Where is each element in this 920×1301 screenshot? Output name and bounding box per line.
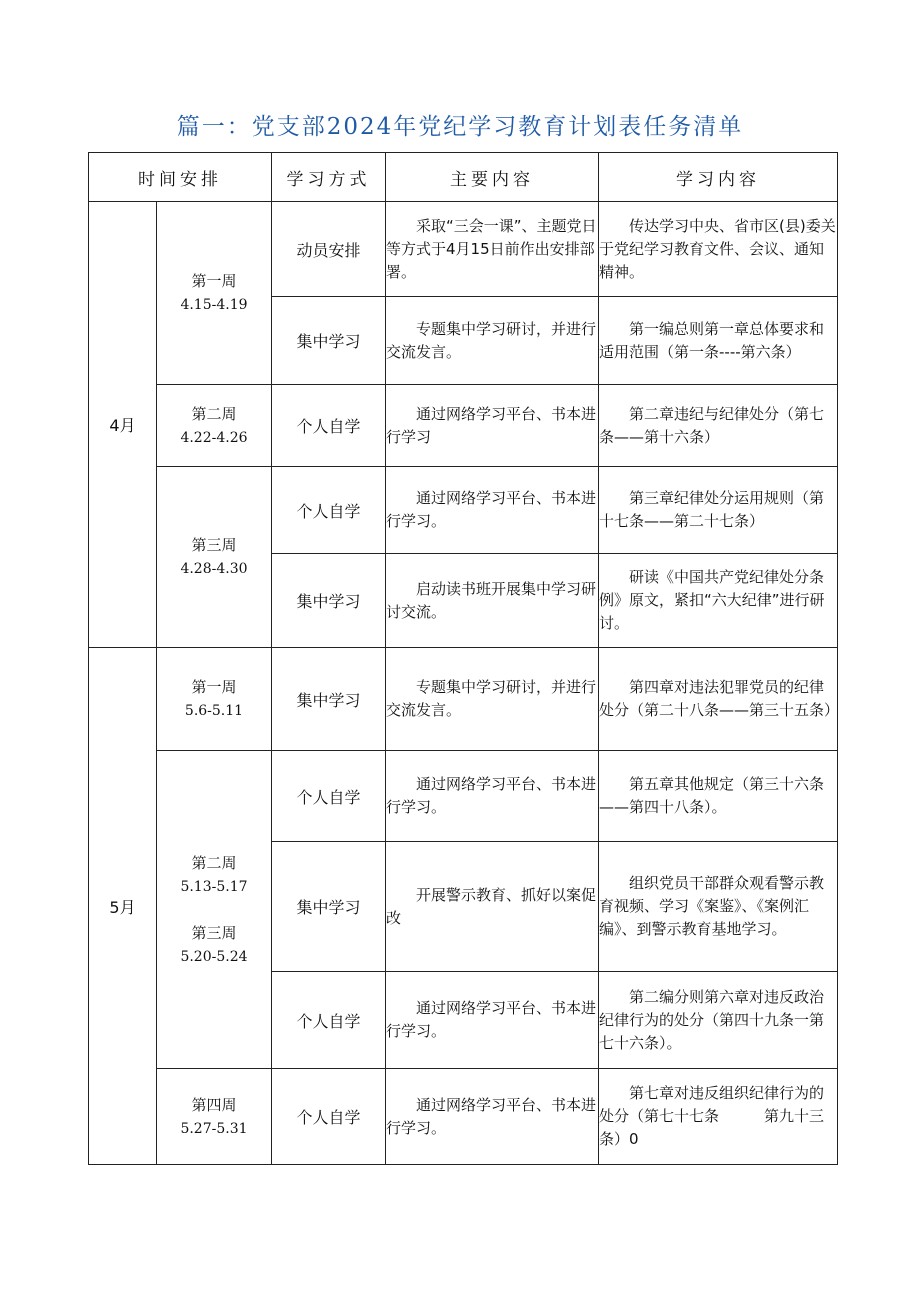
study-cell [599,385,838,467]
study-text: 第三章纪律处分运用规则（第十七条——第二十七条） [599,489,825,530]
header-row [89,153,838,202]
week-cell [157,751,272,1069]
week-dates: 5.20-5.24 [180,948,248,965]
main-cell [386,1069,599,1165]
method-cell: 个人自学 [272,467,386,554]
table-row [89,202,838,297]
study-text: 第七章对违反组织纪律行为的处分（第七十七条 第九十三条）0 [599,1084,825,1148]
study-text: 第一编总则第一章总体要求和适用范围（第一条----第六条） [599,319,825,361]
study-text: 第五章其他规定（第三十六条——第四十八条）。 [599,775,825,816]
week-name: 第二周 [191,853,237,872]
method-cell: 个人自学 [272,751,386,842]
week-dates: 5.27-5.31 [180,1120,248,1137]
method-cell: 集中学习 [272,648,386,751]
week-dates: 4.22-4.26 [180,429,248,446]
week-name: 第一周 [191,272,237,290]
table-row [89,385,838,467]
main-cell [386,648,599,751]
method-cell: 动员安排 [272,202,386,297]
method-cell: 个人自学 [272,385,386,467]
study-text: 研读《中国共产党纪律处分条例》原文，紧扣“六大纪律”进行研讨。 [599,568,825,632]
week-name: 第三周 [191,536,237,554]
study-cell [599,554,838,648]
week-name: 第四周 [191,1095,237,1114]
study-text: 传达学习中央、省市区(县)委关于党纪学习教育文件、会议、通知精神。 [599,216,836,281]
method-cell: 集中学习 [272,297,386,385]
table-row [89,467,838,554]
main-cell [386,385,599,467]
table-row [89,1069,838,1165]
week-name: 第一周 [191,678,237,696]
main-text: 启动读书班开展集中学习研讨交流。 [386,579,597,621]
week-dates: 4.28-4.30 [180,561,248,577]
week-dates: 4.15-4.19 [180,297,248,313]
main-cell [386,467,599,554]
page-title: 篇一：党支部2024年党纪学习教育计划表任务清单 [176,114,744,140]
method-cell: 集中学习 [272,842,386,972]
main-cell [386,202,599,297]
header-study: 学习内容 [599,153,838,202]
week-name: 第三周 [191,923,237,942]
study-cell [599,202,838,297]
main-text: 通过网络学习平台、书本进行学习。 [386,1095,597,1137]
study-cell [599,751,838,842]
week-cell [157,1069,272,1165]
study-cell [599,467,838,554]
study-cell [599,972,838,1069]
method-cell: 个人自学 [272,1069,386,1165]
week-cell [157,202,272,385]
main-cell [386,972,599,1069]
header-time: 时间安排 [89,153,272,202]
study-plan-table [88,152,838,1165]
main-cell [386,842,599,972]
week-name: 第二周 [191,404,237,423]
table-row [89,751,838,842]
main-text: 开展警示教育、抓好以案促改 [386,885,597,927]
study-cell [599,1069,838,1165]
main-text: 通过网络学习平台、书本进行学习。 [386,999,597,1040]
week-dates: 5.13-5.17 [180,878,248,895]
main-cell [386,297,599,385]
week-cell [157,385,272,467]
header-main: 主要内容 [386,153,599,202]
method-cell: 个人自学 [272,972,386,1069]
main-text: 采取“三会一课”、主题党日等方式于4月15日前作出安排部署。 [386,216,597,281]
study-cell [599,297,838,385]
main-text: 通过网络学习平台、书本进行学习。 [386,775,597,816]
header-method: 学习方式 [272,153,386,202]
main-cell [386,751,599,842]
main-text: 通过网络学习平台、书本进行学习。 [386,489,597,530]
study-cell [599,842,838,972]
main-cell [386,554,599,648]
week-dates: 5.6-5.11 [184,703,244,719]
main-text: 专题集中学习研讨，并进行交流发言。 [386,319,597,361]
study-text: 第二章违纪与纪律处分（第七条——第十六条） [599,404,825,446]
month-may: 5月 [89,648,157,1165]
table-row [89,648,838,751]
method-cell: 集中学习 [272,554,386,648]
study-text: 组织党员干部群众观看警示教育视频、学习《案鉴》、《案例汇编》、到警示教育基地学习。 [599,874,825,938]
study-text: 第四章对违法犯罪党员的纪律处分（第二十八条——第三十五条） [599,678,840,719]
week-cell [157,467,272,648]
study-cell [599,648,838,751]
study-text: 第二编分则第六章对违反政治纪律行为的处分（第四十九条一第七十六条）。 [599,987,825,1052]
main-text: 专题集中学习研讨，并进行交流发言。 [386,678,597,719]
week-cell [157,648,272,751]
main-text: 通过网络学习平台、书本进行学习 [386,404,597,446]
month-april: 4月 [89,202,157,648]
